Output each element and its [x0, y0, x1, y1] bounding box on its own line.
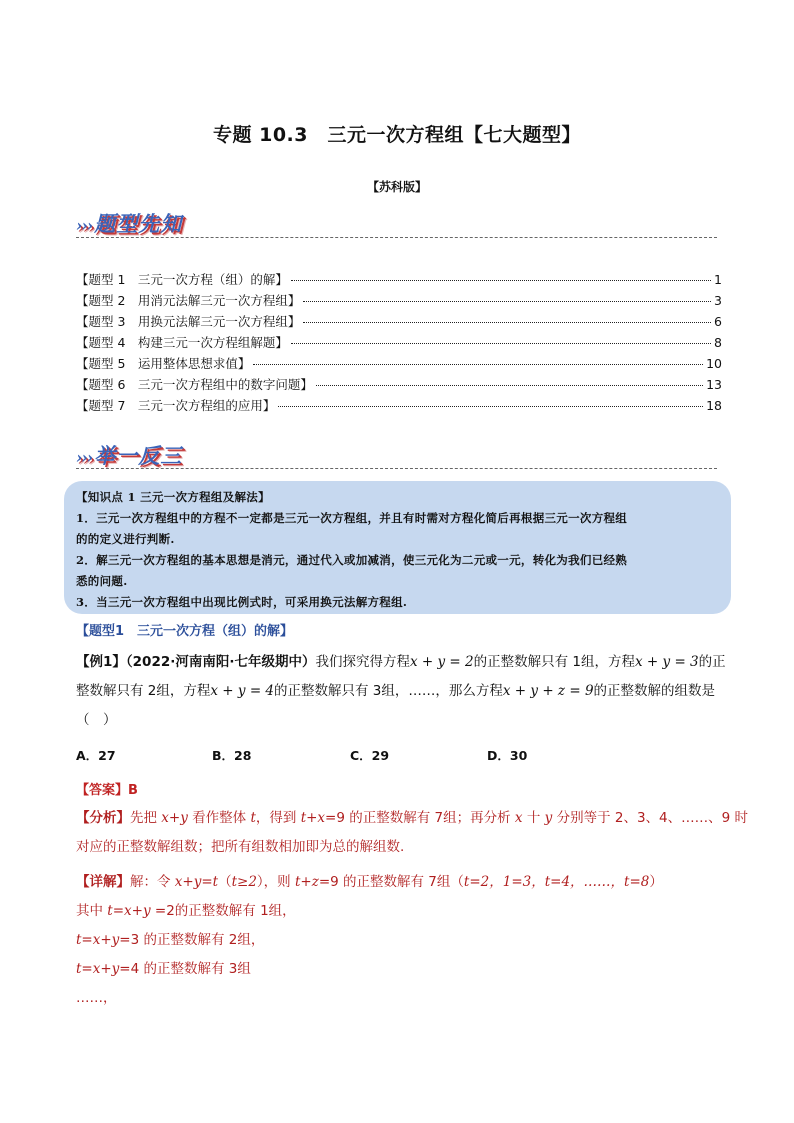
toc-item[interactable]: [76, 396, 722, 417]
analysis-text: 先把: [130, 810, 162, 826]
toc-leader: [291, 343, 711, 344]
detail-text: ……，: [76, 990, 117, 1006]
toc-leader: [291, 280, 711, 281]
example-text: 我们探究得方程: [315, 654, 410, 670]
example-question: [76, 648, 726, 735]
toc-item-page: 13: [706, 377, 722, 392]
example-source: （2022·河南南阳·七年级期中）: [125, 654, 316, 670]
toc-item-page: 10: [706, 356, 722, 371]
toc-item-label: 【题型 1 三元一次方程（组）的解】: [76, 272, 288, 287]
example-text: 的正整数解只有 3组，……，那么方程: [274, 683, 503, 699]
toc-leader: [316, 385, 703, 386]
math-var: t=x+y: [107, 903, 151, 919]
toc-item-page: 6: [714, 314, 722, 329]
knowledge-line: 悉的问题.: [76, 574, 128, 588]
example-text: 整数解只有 2组，方程: [76, 683, 211, 699]
analysis-text: =9 的正整数解有 7组；再分析: [325, 810, 515, 826]
edition-label: 【苏科版】: [366, 180, 427, 194]
detail-text: =4 的正整数解有 3组: [119, 961, 251, 977]
toc-item-page: 18: [706, 398, 722, 413]
equation: x + y = 2: [410, 654, 474, 670]
answer-value: B: [128, 783, 138, 798]
toc-item[interactable]: [76, 312, 722, 333]
detail-text: ），则: [256, 874, 295, 890]
arrows-icon: ›››: [76, 448, 93, 467]
option-c[interactable]: C．29: [350, 748, 390, 763]
toc-item-label: 【题型 4 构建三元一次方程组解题】: [76, 335, 288, 350]
example-text: 的正整数解只有 1组，方程: [473, 654, 636, 670]
answer-blank: （ ）: [76, 712, 117, 728]
analysis-text: 十: [522, 810, 545, 826]
example-label: 【例1】: [76, 654, 126, 670]
analysis-block: [76, 804, 749, 862]
detail-block: [76, 868, 721, 1013]
math-var: t+z: [294, 874, 319, 890]
detail-text: =9 的正整数解有 7组（: [318, 874, 464, 890]
option-d[interactable]: D．30: [487, 748, 528, 763]
math-var: y: [544, 810, 553, 826]
section-title: 举一反三: [94, 443, 183, 468]
detail-text: 解：令: [130, 874, 175, 890]
toc-item-page: 8: [714, 335, 722, 350]
equation: x + y = 3: [635, 654, 699, 670]
analysis-text: 分别等于 2、3、4、……、9 时: [552, 810, 749, 826]
toc-item-label: 【题型 3 用换元法解三元一次方程组】: [76, 314, 301, 329]
toc-leader: [303, 301, 711, 302]
equation: x + y = 4: [210, 683, 275, 699]
detail-text: 其中: [76, 903, 108, 919]
toc-item-label: 【题型 5 运用整体思想求值】: [76, 356, 251, 371]
toc-item[interactable]: [76, 354, 722, 375]
math-var: t≥2: [231, 874, 257, 890]
math-var: x+y=t: [174, 874, 219, 890]
toc-leader: [278, 406, 703, 407]
divider: [76, 468, 717, 469]
toc-item-label: 【题型 7 三元一次方程组的应用】: [76, 398, 276, 413]
math-var: x: [514, 810, 523, 826]
example-text: 的正: [698, 654, 726, 670]
equation: x + y + z = 9: [502, 683, 594, 699]
table-of-contents: [76, 270, 722, 417]
toc-item[interactable]: [76, 375, 722, 396]
toc-item-label: 【题型 2 用消元法解三元一次方程组】: [76, 293, 301, 308]
knowledge-line: 2．解三元一次方程组的基本思想是消元，通过代入或加减消，使三元化为二元或一元，转化为我们已经熟: [76, 553, 628, 567]
analysis-text: 对应的正整数解组数；把所有组数相加即为总的解组数.: [76, 839, 405, 855]
answer-label: 【答案】: [76, 783, 129, 798]
analysis-label: 【分析】: [76, 810, 130, 826]
toc-leader: [253, 364, 703, 365]
detail-text: （: [218, 874, 232, 890]
toc-item-page: 1: [714, 272, 722, 287]
arrows-icon: ›››: [76, 216, 93, 235]
knowledge-line: 的的定义进行判断.: [76, 532, 175, 546]
math-var: t=2，1=3，t=4，……，t=8: [463, 874, 650, 890]
detail-text: =3 的正整数解有 2组，: [119, 932, 265, 948]
math-var: t=x+y: [76, 961, 120, 977]
toc-item-page: 3: [714, 293, 722, 308]
math-var: t+x: [300, 810, 326, 826]
detail-label: 【详解】: [76, 874, 130, 890]
example-text: 的正整数解的组数是: [593, 683, 716, 699]
detail-text: ）: [649, 874, 663, 890]
section-header-practice: [76, 440, 182, 470]
toc-item[interactable]: [76, 270, 722, 291]
knowledge-line: 1．三元一次方程组中的方程不一定都是三元一次方程组，并且有时需对方程化简后再根据三元一次方程组: [76, 511, 628, 525]
question-type-title: 【题型1 三元一次方程（组）的解】: [76, 624, 294, 639]
answer-line: [76, 779, 138, 798]
detail-text: =2的正整数解有 1组，: [150, 903, 296, 919]
knowledge-point-box: [64, 481, 731, 614]
page-title: 专题 10.3 三元一次方程组【七大题型】: [213, 124, 581, 146]
math-var: t: [250, 810, 256, 826]
analysis-text: 看作整体: [187, 810, 251, 826]
option-a[interactable]: A．27: [76, 748, 116, 763]
math-var: x+y: [161, 810, 188, 826]
section-title: 题型先知: [94, 211, 183, 236]
knowledge-heading: 【知识点 1 三元一次方程组及解法】: [76, 490, 270, 504]
divider: [76, 237, 717, 238]
toc-item-label: 【题型 6 三元一次方程组中的数字问题】: [76, 377, 313, 392]
analysis-text: ，得到: [255, 810, 301, 826]
toc-leader: [303, 322, 711, 323]
toc-item[interactable]: [76, 291, 722, 312]
section-header-preview: [76, 208, 182, 238]
option-b[interactable]: B．28: [212, 748, 252, 763]
toc-item[interactable]: [76, 333, 722, 354]
math-var: t=x+y: [76, 932, 120, 948]
knowledge-line: 3．当三元一次方程组中出现比例式时，可采用换元法解方程组.: [76, 595, 408, 609]
